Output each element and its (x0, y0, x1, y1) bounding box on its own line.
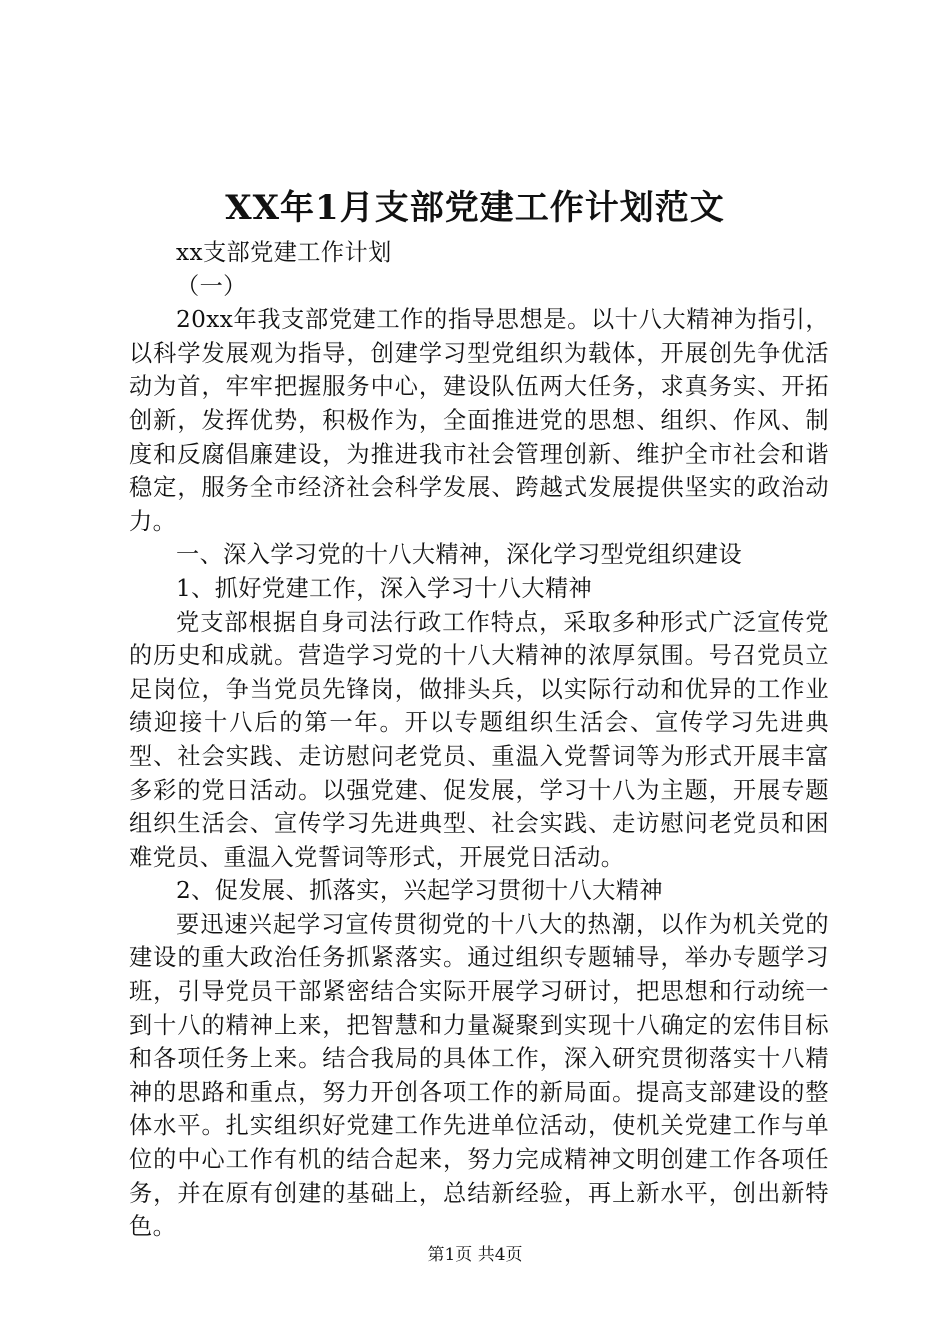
document-title: XX年1月支部党建工作计划范文 (225, 188, 725, 228)
plan-subtitle: xx支部党建工作计划 (176, 239, 392, 266)
subsection-heading: 2、促发展、抓落实，兴起学习贯彻十八大精神 (176, 877, 663, 905)
document-body (129, 236, 829, 1244)
body-paragraph: 20xx年我支部党建工作的指导思想是。以十八大精神为指引，以科学发展观为指导，创建学习型党组织为载体，开展创先争优活动为首，牢牢把握服务中心，建设队伍两大任务，求真务实、开拓创新，发挥优势，积极作为，全面推进党的思想、组织、作风、制度和反腐倡廉建设，为推进我市社会管理创新、维护全市社会和谐稳定，服务全市经济社会科学发展、跨越式发展提供坚实的政治动力。 (129, 306, 829, 535)
section-heading: 一、深入学习党的十八大精神，深化学习型党组织建设 (176, 541, 743, 569)
subsection-heading: 1、抓好党建工作，深入学习十八大精神 (176, 574, 593, 602)
section-number: （一） (176, 272, 247, 300)
body-paragraph: 要迅速兴起学习宣传贯彻党的十八大的热潮，以作为机关党的建设的重大政治任务抓紧落实。通过组织专题辅导，举办专题学习班，引导党员干部紧密结合实际开展学习研讨，把思想和行动统一到十八的精神上来，把智慧和力量凝聚到实现十八确定的宏伟目标和各项任务上来。结合我局的具体工作，深入研究贯彻落实十八精神的思路和重点，努力开创各项工作的新局面。提高支部建设的整体水平。扎实组织好党建工作先进单位活动，使机关党建工作与单位的中心工作有机的结合起来，努力完成精神文明创建工作各项任务，并在原有创建的基础上，总结新经验，再上新水平，创出新特色。 (129, 910, 829, 1241)
page-number-footer: 第1页 共4页 (427, 1245, 523, 1265)
body-paragraph: 党支部根据自身司法行政工作特点，采取多种形式广泛宣传党的历史和成就。营造学习党的十八大精神的浓厚氛围。号召党员立足岗位，争当党员先锋岗，做排头兵，以实际行动和优异的工作业绩迎接十八后的第一年。开以专题组织生活会、宣传学习先进典型、社会实践、走访慰问老党员、重温入党誓词等为形式开展丰富多彩的党日活动。以强党建、促发展，学习十八为主题，开展专题组织生活会、宣传学习先进典型、社会实践、走访慰问老党员和困难党员、重温入党誓词等形式，开展党日活动。 (129, 608, 829, 871)
